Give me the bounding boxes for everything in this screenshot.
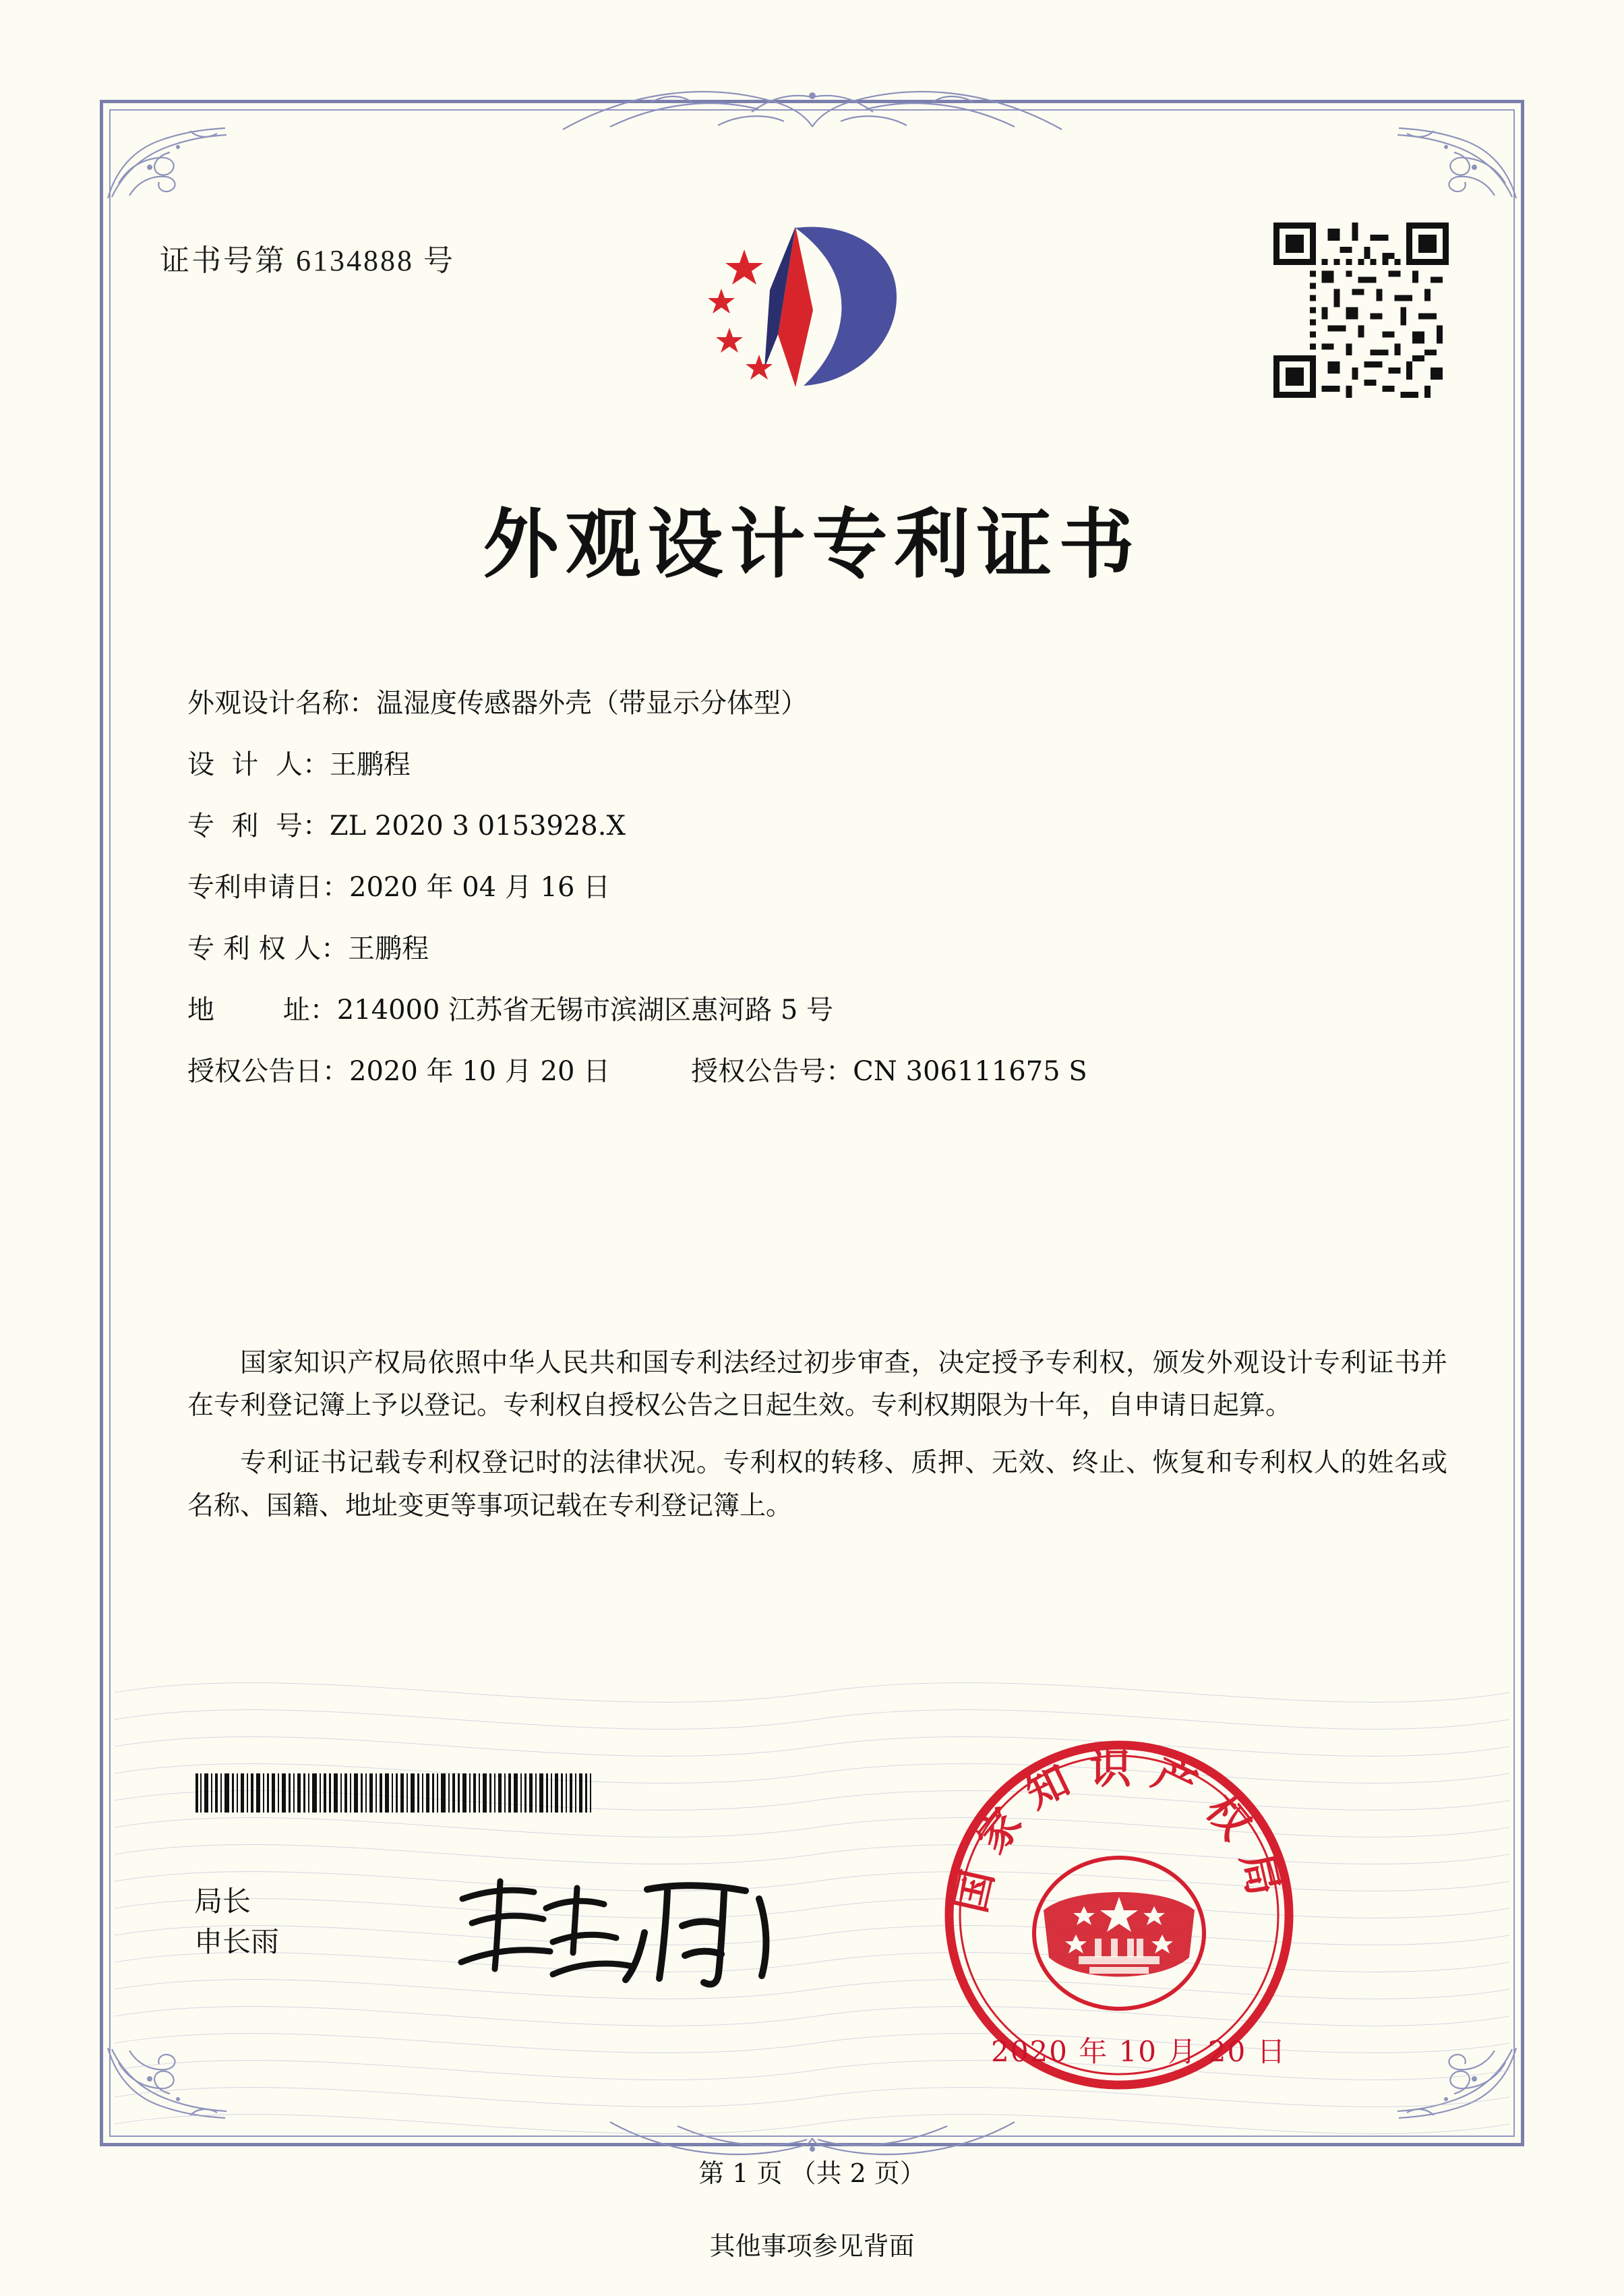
svg-text:国家知识产权局 — [946, 1744, 1293, 1917]
field-value: 2020 年 04 月 16 日 — [349, 872, 611, 903]
signature-block — [194, 1881, 279, 1962]
qr-code-icon — [1273, 223, 1449, 398]
field-value: 214000 江苏省无锡市滨湖区惠河路 5 号 — [336, 995, 834, 1026]
field-label: 外观设计名称： — [187, 688, 376, 719]
handwritten-signature-icon — [445, 1868, 795, 1996]
field-label: 地 址： — [187, 995, 337, 1026]
field-label: 专 利 权 人： — [187, 933, 349, 964]
certificate-fields — [187, 686, 1449, 1116]
field-application-date — [187, 871, 1449, 904]
grant-number-label: 授权公告号： — [691, 1056, 853, 1087]
paragraph-registry-statement: 专利证书记载专利权登记时的法律状况。专利权的转移、质押、无效、终止、恢复和专利权人的姓名或名称、国籍、地址变更等事项记载在专利登记簿上。 — [187, 1448, 1447, 1521]
grant-number-value: CN 306111675 S — [853, 1056, 1087, 1087]
certificate-number: 证书号第 6134888 号 — [160, 244, 455, 277]
field-label: 专利申请日： — [187, 872, 349, 903]
corner-flourish-icon — [1393, 102, 1522, 204]
page-title: 外观设计专利证书 — [483, 500, 1141, 589]
cnipa-logo-icon — [694, 209, 917, 411]
legal-text-block — [187, 1342, 1447, 1542]
field-value: 王鹏程 — [329, 749, 411, 780]
back-side-note: 其他事项参见背面 — [709, 2231, 915, 2261]
field-patent-number — [187, 809, 1449, 843]
field-label: 专 利 号： — [187, 811, 330, 842]
seal-date: 2020 年 10 月 20 日 — [991, 2035, 1287, 2068]
grant-date-label: 授权公告日： — [187, 1056, 349, 1087]
field-grant-announcement — [187, 1055, 1449, 1088]
field-value: 王鹏程 — [348, 933, 429, 964]
director-title-label: 局长 — [194, 1885, 251, 1918]
certificate-border-inner — [109, 109, 1515, 2137]
seal-ring-text: 国家知识产权局 — [945, 1744, 1293, 1917]
grant-date-value: 2020 年 10 月 20 日 — [349, 1056, 611, 1087]
top-center-flourish-icon — [549, 65, 1075, 139]
field-patentee — [187, 932, 1449, 966]
field-design-name — [187, 686, 1449, 720]
field-address — [187, 993, 1449, 1027]
field-designer — [187, 748, 1449, 782]
director-name-label: 申长雨 — [194, 1924, 280, 1958]
corner-flourish-icon — [102, 102, 231, 204]
field-label: 设 计 人： — [187, 749, 330, 780]
corner-flourish-icon — [102, 2042, 231, 2144]
field-value: 温湿度传感器外壳（带显示分体型） — [376, 688, 808, 719]
page-number: 第 1 页 （共 2 页） — [698, 2158, 926, 2188]
field-value: ZL 2020 3 0153928.X — [329, 811, 626, 842]
paragraph-grant-statement: 国家知识产权局依照中华人民共和国专利法经过初步审查，决定授予专利权，颁发外观设计专利证书并在专利登记簿上予以登记。专利权自授权公告之日起生效。专利权期限为十年，自申请日起算。 — [187, 1348, 1447, 1421]
corner-flourish-icon — [1393, 2042, 1522, 2144]
barcode-icon — [196, 1773, 613, 1813]
